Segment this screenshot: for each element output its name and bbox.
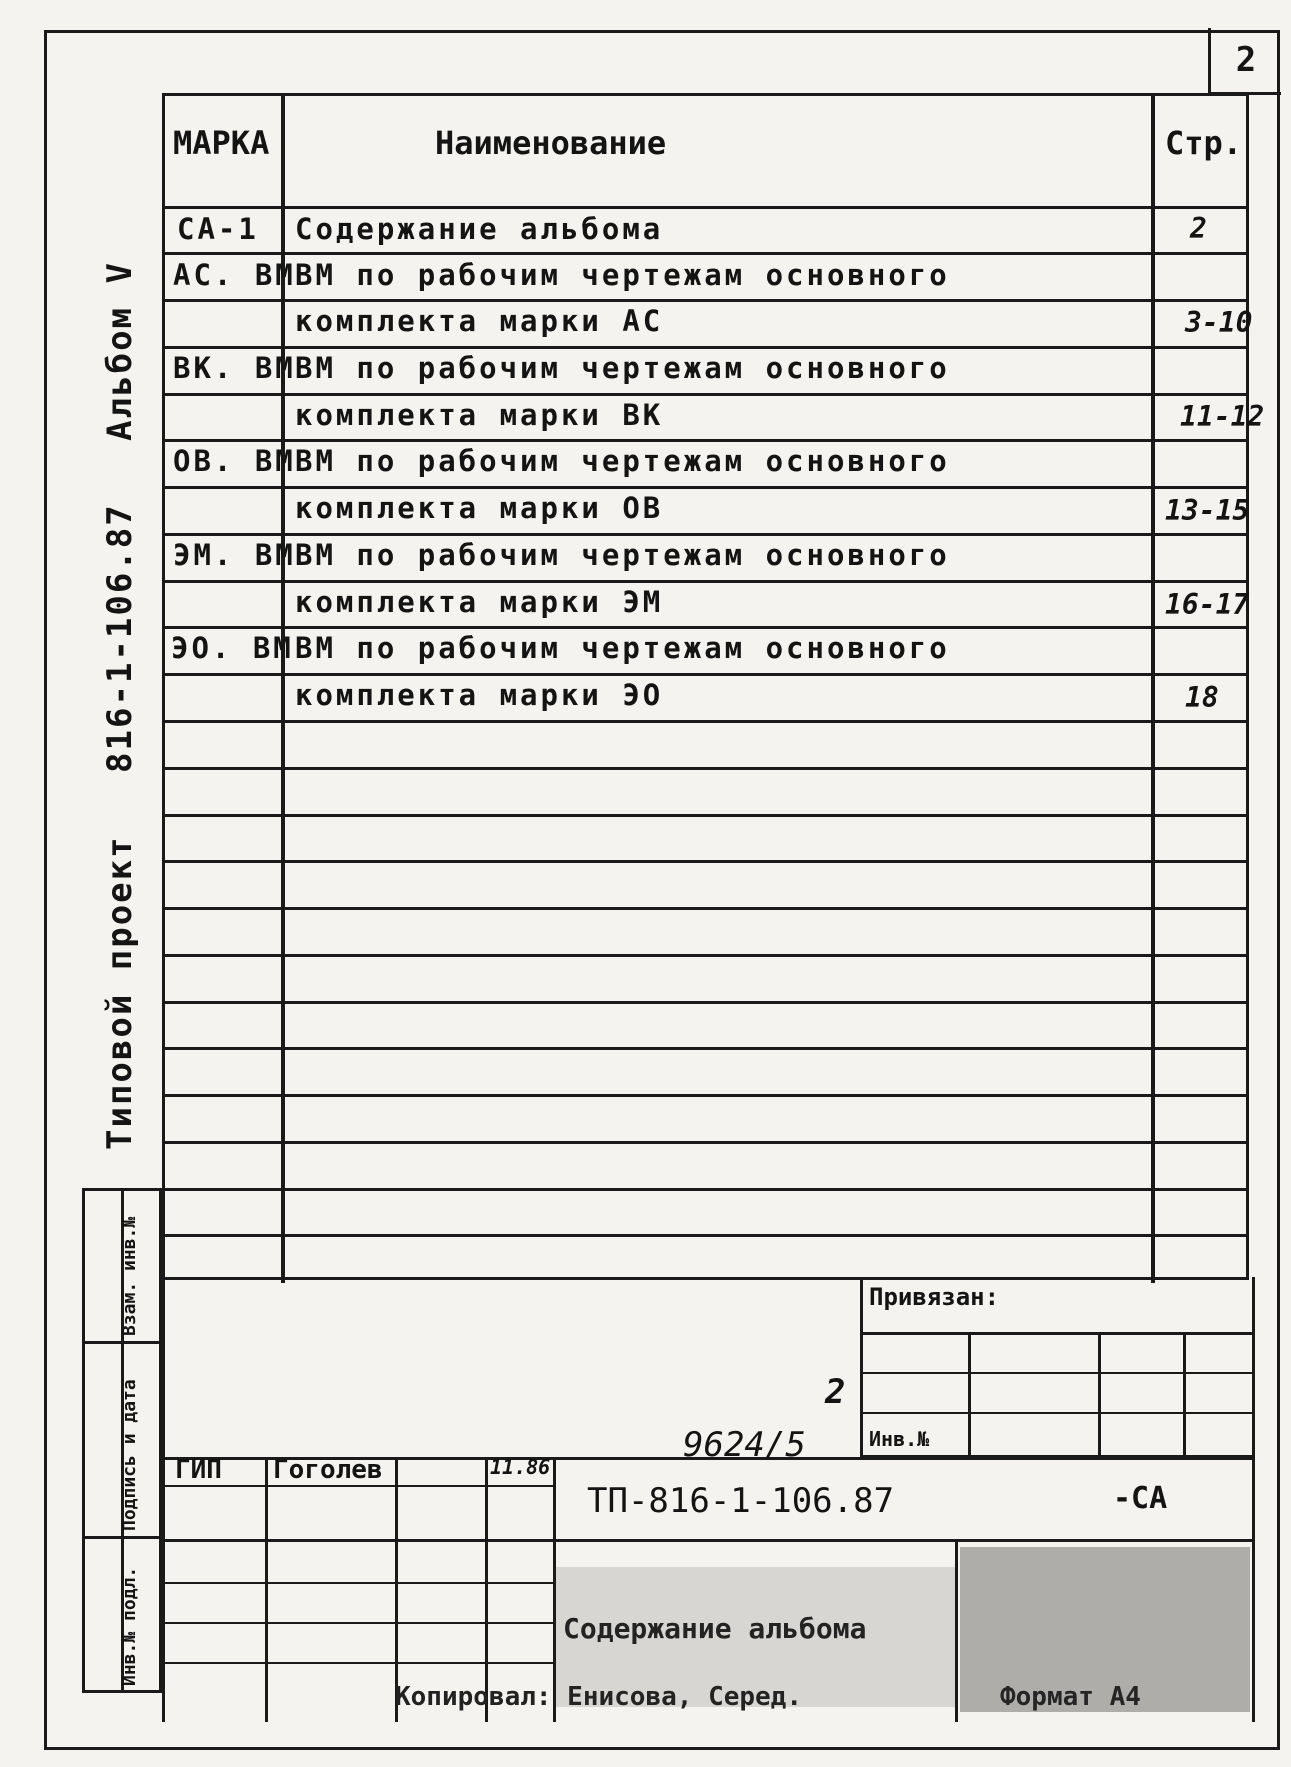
row-mark: ОВ. ВМ <box>173 444 296 478</box>
row-line <box>165 673 1246 676</box>
row-line <box>165 954 1246 957</box>
row-line <box>165 767 1246 770</box>
binding-line <box>863 1372 1252 1374</box>
stamp-line <box>955 1539 958 1722</box>
privyazan-label: Привязан: <box>869 1283 1000 1311</box>
stamp-line <box>265 1457 268 1722</box>
row-name: комплекта марки АС <box>295 304 664 338</box>
row-mark: СА-1 <box>177 212 259 246</box>
row-page: 16-17 <box>1165 588 1250 621</box>
sheet-mark: 2 <box>825 1372 846 1412</box>
doc-suffix: -СА <box>1113 1481 1168 1516</box>
row-line <box>165 720 1246 723</box>
strip-label: Взам. инв.№ <box>119 1216 140 1336</box>
row-line <box>165 814 1246 817</box>
row-name: ВМ по рабочим чертежам основного <box>295 351 950 385</box>
strip-label: Подпись и дата <box>119 1379 140 1531</box>
smudge <box>555 1567 955 1707</box>
binding-line <box>863 1332 1252 1335</box>
copied-by: Копировал: Енисова, Серед. <box>395 1682 802 1712</box>
stamp-title: Содержание альбома <box>563 1612 867 1645</box>
row-line <box>165 1047 1246 1050</box>
side-title-code: 816-1-106.87 <box>100 503 140 773</box>
binding-line <box>863 1412 1252 1414</box>
row-page: 2 <box>1190 212 1207 245</box>
row-page: 3-10 <box>1185 306 1253 339</box>
sheet-number: 9624/5 <box>683 1425 806 1465</box>
header-mark: МАРКА <box>173 124 270 162</box>
row-line <box>165 393 1246 396</box>
binding-line <box>1183 1332 1186 1457</box>
gip-label: ГИП <box>175 1455 222 1485</box>
row-line <box>165 252 1246 255</box>
binding-box <box>860 1277 1252 1457</box>
stamp-line <box>165 1539 1252 1542</box>
row-page: 11-12 <box>1180 400 1265 433</box>
row-mark: АС. ВМ <box>173 258 296 292</box>
stamp-line <box>165 1622 553 1624</box>
row-line <box>165 907 1246 910</box>
row-line <box>165 1141 1246 1144</box>
header-divider <box>165 206 1246 209</box>
row-line <box>165 1234 1246 1237</box>
binding-line <box>1098 1332 1101 1457</box>
format-label: Формат А4 <box>1000 1682 1141 1712</box>
row-name: ВМ по рабочим чертежам основного <box>295 631 950 665</box>
stamp-line <box>165 1662 553 1664</box>
doc-code: ТП-816-1-106.87 <box>587 1481 895 1521</box>
row-name: комплекта марки ЭО <box>295 678 664 712</box>
row-page: 13-15 <box>1165 494 1250 527</box>
strip-divider <box>85 1536 159 1539</box>
binding-line <box>863 1455 1252 1458</box>
side-title-project: Типовой проект <box>100 835 140 1150</box>
strip-label: Инв.№ подл. <box>119 1566 140 1686</box>
header-name: Наименование <box>435 124 667 162</box>
approval-strip <box>82 1188 162 1693</box>
row-mark: ЭМ. ВМ <box>173 538 296 572</box>
row-mark: ЭО. ВМ <box>171 631 294 665</box>
row-name: ВМ по рабочим чертежам основного <box>295 258 950 292</box>
row-line <box>165 346 1246 349</box>
row-name: комплекта марки ВК <box>295 398 664 432</box>
row-line <box>165 486 1246 489</box>
contents-table <box>162 93 1265 1280</box>
smudge <box>960 1547 1250 1712</box>
page-number: 2 <box>1208 28 1281 95</box>
row-line <box>165 299 1246 302</box>
side-title <box>100 221 140 1150</box>
stamp-line <box>165 1582 553 1584</box>
row-name: ВМ по рабочим чертежам основного <box>295 444 950 478</box>
date: 11.86 <box>490 1455 551 1479</box>
row-name: комплекта марки ЭМ <box>295 585 664 619</box>
strip-divider <box>85 1341 159 1344</box>
header-page: Стр. <box>1165 124 1243 162</box>
row-name: Содержание альбома <box>295 212 664 246</box>
row-line <box>165 860 1246 863</box>
row-page: 18 <box>1185 681 1219 714</box>
stamp-line <box>165 1485 553 1487</box>
row-line <box>165 626 1246 629</box>
row-line <box>165 1188 1246 1191</box>
row-name: комплекта марки ОВ <box>295 491 664 525</box>
row-line <box>165 439 1246 442</box>
row-line <box>165 580 1246 583</box>
inv-no-label: Инв.№ <box>869 1427 930 1451</box>
page-column-divider <box>1151 96 1155 1283</box>
row-line <box>165 1094 1246 1097</box>
row-line <box>165 533 1246 536</box>
binding-line <box>968 1332 971 1457</box>
side-title-album: Альбом V <box>100 261 140 441</box>
row-line <box>165 1001 1246 1004</box>
gip-name: Гоголев <box>273 1455 383 1485</box>
row-mark: ВК. ВМ <box>173 351 296 385</box>
row-name: ВМ по рабочим чертежам основного <box>295 538 950 572</box>
